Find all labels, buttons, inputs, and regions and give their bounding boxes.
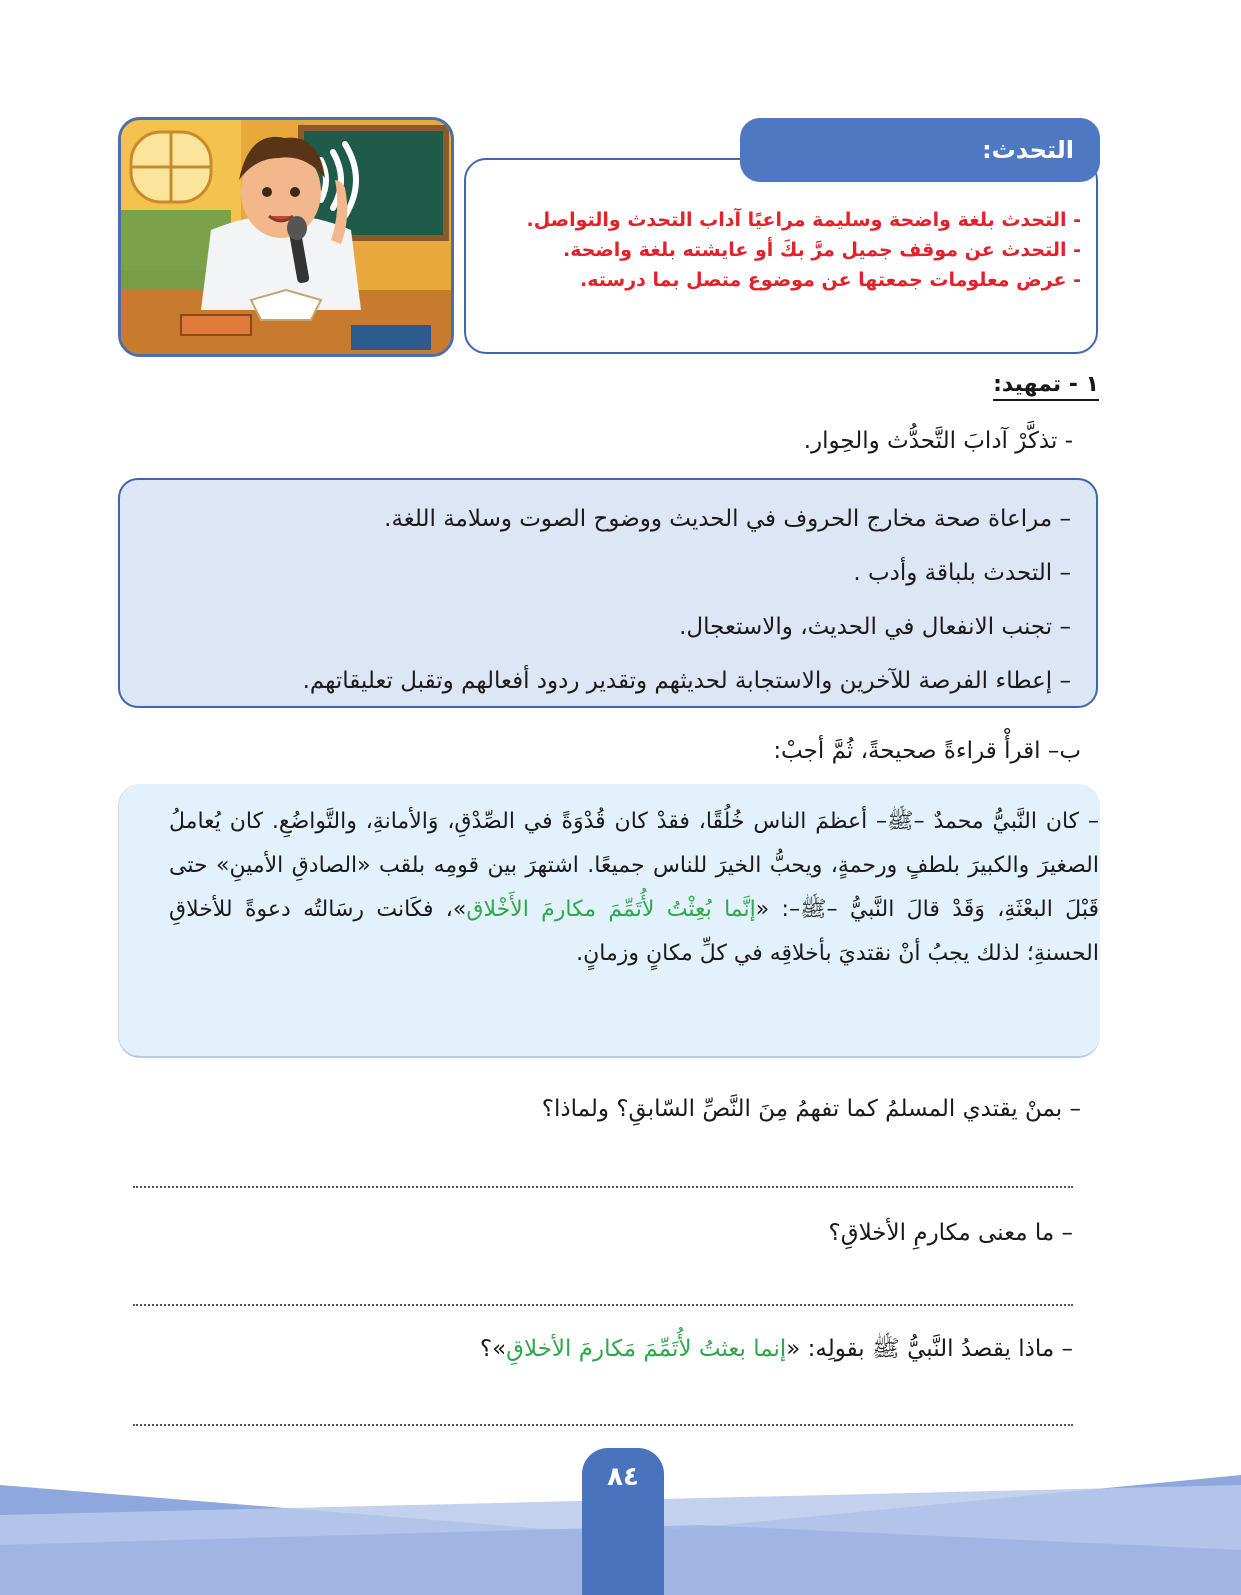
page-number: ٨٤	[582, 1448, 664, 1595]
objectives-list	[471, 205, 1081, 295]
section-heading: ١ - تمهيد:	[993, 372, 1099, 401]
etiquette-item: – إعطاء الفرصة للآخرين والاستجابة لحديثهم وتقدير ردود أفعالهم وتقبل تعليقاتهم.	[302, 668, 1071, 694]
etiquette-item: – تجنب الانفعال في الحديث، والاستعجال.	[679, 614, 1071, 640]
objective-item: - التحدث بلغة واضحة وسليمة مراعيًا آداب التحدث والتواصل.	[526, 209, 1081, 231]
hadith-quote: إنَّما بُعِثْتُ لأُتَمِّمَ مكارمَ الأَخْلاق	[466, 897, 756, 922]
objectives-title: التحدث:	[740, 118, 1100, 182]
question-3-quote: إنما بعثتُ لأُتَمِّمَ مَكارمَ الأخلاقِ	[506, 1336, 787, 1362]
etiquette-list	[131, 492, 1071, 708]
answer-line-1[interactable]	[133, 1186, 1073, 1188]
section-instruction: - تذكَّرْ آدابَ التَّحدُّث والحِوار.	[803, 428, 1073, 454]
question-1: – بمنْ يقتدي المسلمُ كما تفهمُ مِنَ النَّصِّ السّابقِ؟ ولماذا؟	[541, 1096, 1081, 1122]
passage-text: – كان النَّبيُّ محمدٌ –ﷺ– أعظمَ الناس خُلُقًا، فقدْ كان قُدْوَةً في الصِّدْقِ، وَالأمانةِ، والتَّواضُعِ. كان يُعاملُ الصغيرَ والكبيرَ بلطفٍ ورحمةٍ، ويحبُّ الخيرَ للناس جميعًا. اشتهرَ بين قومِه بلقب «الصادقِ الأمينِ» حتى قَبْلَ البعْثَةِ، وَقَدْ قالَ النَّبيُّ –ﷺ–: «	[169, 809, 1099, 922]
question-3-prefix: – ماذا يقصدُ النَّبيُّ ﷺ بقولِه: «	[786, 1336, 1073, 1362]
question-3	[480, 1334, 1073, 1368]
etiquette-item: – التحدث بلباقة وأدب .	[853, 560, 1071, 586]
boy-speaking-illustration	[118, 117, 454, 357]
answer-line-3[interactable]	[133, 1424, 1073, 1426]
objective-item: - التحدث عن موقف جميل مرَّ بكَ أو عايشته بلغة واضحة.	[562, 239, 1081, 261]
answer-line-2[interactable]	[133, 1304, 1073, 1306]
passage-text: »، فكَانت رسَالتُه دعوةً للأخلاقِ الحسنةِ؛ لذلك يجبُ أنْ نقتديَ بأخلاقِه في كلِّ مكانٍ وزمانٍ.	[169, 897, 1099, 966]
reading-instruction: ب– اقرأْ قراءةً صحيحةً، ثُمَّ أجبْ:	[773, 738, 1081, 764]
etiquette-item: – مراعاة صحة مخارج الحروف في الحديث ووضوح الصوت وسلامة اللغة.	[384, 506, 1071, 532]
objective-item: - عرض معلومات جمعتها عن موضوع متصل بما درسته.	[580, 269, 1081, 291]
question-2: – ما معنى مكارمِ الأخلاقِ؟	[828, 1220, 1073, 1246]
question-3-suffix: »؟	[479, 1336, 507, 1362]
boy-microphone-icon	[121, 120, 451, 354]
reading-passage	[169, 800, 1099, 976]
